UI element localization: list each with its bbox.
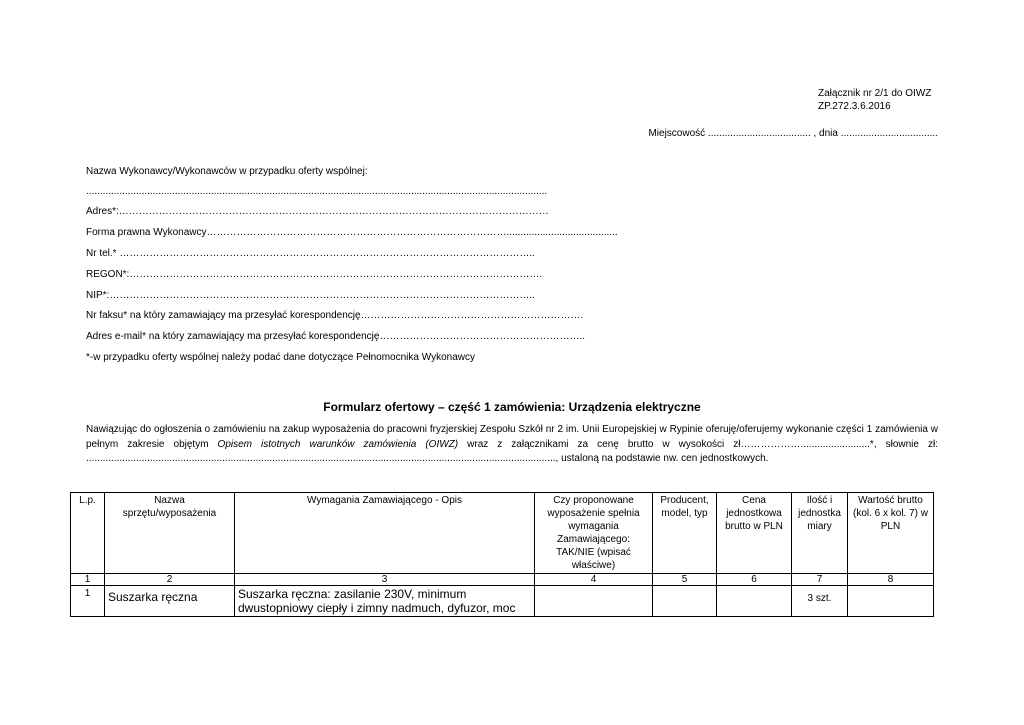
header-producer: Producent, model, typ <box>653 493 717 574</box>
intro-line-2 <box>86 438 938 453</box>
intro-line-2-end: wraz z załącznikami za cenę brutto w wysokości zł……………….........................*, słownie zł: <box>458 438 938 450</box>
row-unit-price-field[interactable] <box>717 586 792 617</box>
row-total-field[interactable] <box>848 586 934 617</box>
contractor-name-label: Nazwa Wykonawcy/Wykonawców w przypadku oferty wspólnej: <box>86 166 368 177</box>
annex-reference <box>818 87 931 113</box>
case-reference: ZP.272.3.6.2016 <box>818 101 891 112</box>
header-item-name: Nazwa sprzętu/wyposażenia <box>105 493 235 574</box>
header-unit-price: Cena jednostkowa brutto w PLN <box>717 493 792 574</box>
contractor-phone-field: Nr tel.* …………………………………………………………………………………………………………….. <box>86 248 535 259</box>
contractor-email-field: Adres e-mail* na który zamawiający ma przesyłać korespondencję…………………………………………………….. <box>86 331 586 342</box>
row-requirements: Suszarka ręczna: zasilanie 230V, minimum dwustopniowy ciepły i zimny nadmuch, dyfuzor, moc <box>235 586 535 617</box>
column-number: 1 <box>71 574 105 586</box>
row-lp: 1 <box>71 586 105 617</box>
intro-line-3: ........................................................................................................................................................................., ustaloną na podstawie nw. cen jednostkowych. <box>86 453 769 464</box>
contractor-name-field: ...................................................................................................................................................................... <box>86 186 548 197</box>
column-number: 7 <box>792 574 848 586</box>
row-quantity: 3 szt. <box>792 586 848 617</box>
header-requirements: Wymagania Zamawiającego - Opis <box>235 493 535 574</box>
contractor-address-field: Adres*:………………………………………………………………………………………………………………… <box>86 206 549 217</box>
contractor-legal-form-field: Forma prawna Wykonawcy………………………………………………………………………………........................................ <box>86 227 618 238</box>
intro-line-1: Nawiązując do ogłoszenia o zamówieniu na zakup wyposażenia do pracowni fryzjerskiej Zespołu Szkół nr 2 im. Unii Europejskiej w Rypinie oferuję/oferujemy wykonanie części 1 zamówienia w <box>86 424 938 435</box>
column-number: 8 <box>848 574 934 586</box>
contractor-nip-field: NIP*:……………………………………………………………………………………………………………….. <box>86 290 535 301</box>
oiwz-reference: Opisem istotnych warunków zamówienia (OIWZ) <box>217 438 459 450</box>
header-quantity: Ilość i jednostka miary <box>792 493 848 574</box>
row-compliance-field[interactable] <box>535 586 653 617</box>
annex-number: Załącznik nr 2/1 do OIWZ <box>818 88 932 99</box>
intro-line-2-start: pełnym zakresie objętym <box>86 438 218 450</box>
header-lp: L.p. <box>71 493 105 574</box>
table-header-row <box>71 493 934 574</box>
row-producer-field[interactable] <box>653 586 717 617</box>
form-title: Formularz ofertowy – część 1 zamówienia: Urządzenia elektryczne <box>323 400 701 414</box>
table-row <box>71 586 934 617</box>
column-number: 5 <box>653 574 717 586</box>
header-total: Wartość brutto (kol. 6 x kol. 7) w PLN <box>848 493 934 574</box>
header-compliance: Czy proponowane wyposażenie spełnia wymagania Zamawiającego: TAK/NIE (wpisać właściwe) <box>535 493 653 574</box>
column-number-row <box>71 574 934 586</box>
contractor-regon-field: REGON*:……………………………………………………………………………………………………………. <box>86 269 543 280</box>
column-number: 2 <box>105 574 235 586</box>
row-item-name: Suszarka ręczna <box>105 586 235 617</box>
column-number: 3 <box>235 574 535 586</box>
place-date-line: Miejscowość ..................................... , dnia ................................... <box>648 128 938 139</box>
offer-intro-paragraph <box>86 423 938 467</box>
column-number: 4 <box>535 574 653 586</box>
offer-table <box>70 492 934 617</box>
joint-offer-footnote: *-w przypadku oferty wspólnej należy podać dane dotyczące Pełnomocnika Wykonawcy <box>86 352 475 363</box>
contractor-fax-field: Nr faksu* na który zamawiający ma przesyłać korespondencję…………………………………………………………. <box>86 310 584 321</box>
column-number: 6 <box>717 574 792 586</box>
